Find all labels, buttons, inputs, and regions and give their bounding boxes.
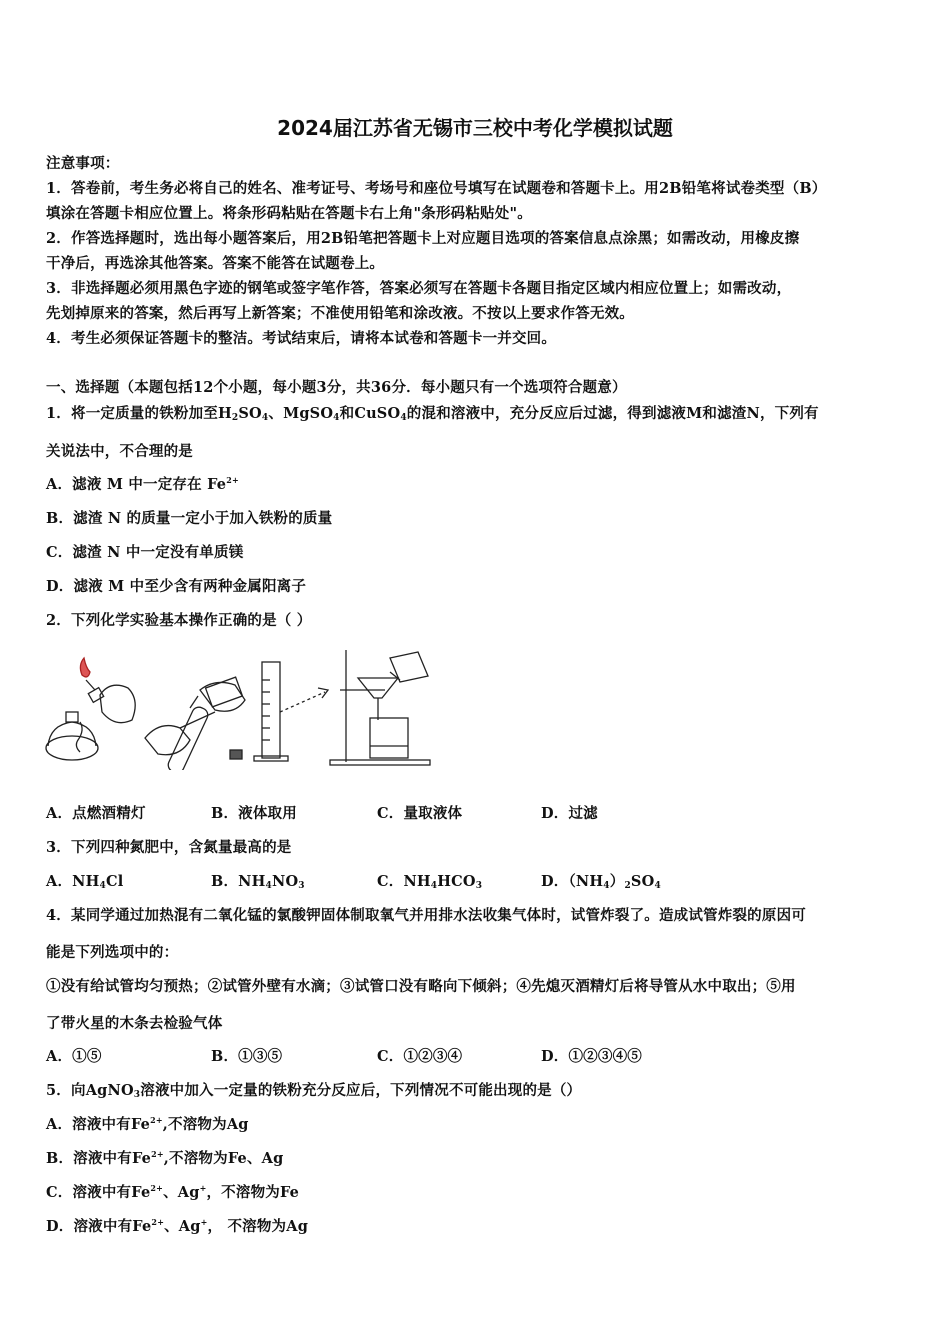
question-2-option-d: D．过滤 xyxy=(541,805,598,822)
question-5-option-d: D．溶液中有$Fe^{2+}$、Ag+， 不溶物为Ag xyxy=(46,1217,309,1235)
notice-line: 2．作答选择题时，选出每小题答案后，用2B铅笔把答题卡上对应题目选项的答案信息点涂黑；如需改动，用橡皮擦 xyxy=(46,230,800,247)
lighting-lamp-illustration xyxy=(46,658,135,760)
question-3-option-d: D．$(NH_4)_2SO_4$ xyxy=(541,873,661,891)
question-2-stem: 2．下列化学实验基本操作正确的是（ ） xyxy=(46,612,312,629)
question-5-option-a: A．溶液中有$Fe^{2+}$,不溶物为Ag xyxy=(46,1115,249,1133)
question-1-option-c: C．滤渣 N 中一定没有单质镁 xyxy=(46,544,244,561)
notice-line: 填涂在答题卡相应位置上。将条形码粘贴在答题卡右上角"条形码粘贴处"。 xyxy=(46,205,532,222)
question-4-option-c: C．①②③④ xyxy=(377,1048,463,1065)
notice-line: 3．非选择题必须用黑色字迹的钢笔或签字笔作答，答案必须写在答题卡各题目指定区域内相应位置上；如需改动， xyxy=(46,280,792,297)
question-1-option-d: D．滤液 M 中至少含有两种金属阳离子 xyxy=(46,578,307,595)
question-2-option-c: C．量取液体 xyxy=(377,805,463,822)
question-3-option-a: A．$NH_4Cl$ xyxy=(46,873,124,891)
question-3-option-c: C．$NH_4HCO_3$ xyxy=(377,873,483,891)
question-1-stem-line2: 关说法中，不合理的是 xyxy=(46,443,193,460)
question-5-option-c: C．溶液中有$Fe^{2+}$、Ag+，不溶物为Fe xyxy=(46,1183,300,1201)
lab-operations-figure xyxy=(40,650,440,770)
question-1-option-b: B．滤渣 N 的质量一定小于加入铁粉的质量 xyxy=(46,510,333,527)
question-1-option-a: A．滤液 M 中一定存在 $Fe^{2+}$ xyxy=(46,475,239,493)
notice-line: 4．考生必须保证答题卡的整洁。考试结束后，请将本试卷和答题卡一并交回。 xyxy=(46,330,557,347)
question-5-stem: 5．向AgNO$_3$溶液中加入一定量的铁粉充分反应后，下列情况不可能出现的是（） xyxy=(46,1082,582,1100)
question-4-items: ①没有给试管均匀预热；②试管外壁有水滴；③试管口没有略向下倾斜；④先熄灭酒精灯后将导管从水中取出；⑤用 xyxy=(46,978,796,995)
notice-heading: 注意事项： xyxy=(46,155,120,172)
question-2-option-b: B．液体取用 xyxy=(211,805,297,822)
page-title: 2024届江苏省无锡市三校中考化学模拟试题 xyxy=(277,116,673,140)
question-4-items-line2: 了带火星的木条去检验气体 xyxy=(46,1015,223,1032)
question-4-stem: 4．某同学通过加热混有二氧化锰的氯酸钾固体制取氧气并用排水法收集气体时，试管炸裂了。造成试管炸裂的原因可 xyxy=(46,907,806,924)
question-1-stem: 1．将一定质量的铁粉加至$H_2SO_4$、MgSO$_4$和CuSO$_4$的混和溶液中，充分反应后过滤，得到滤液M和滤渣N，下列有 xyxy=(46,405,819,423)
notice-line: 先划掉原来的答案，然后再写上新答案；不准使用铅笔和涂改液。不按以上要求作答无效。 xyxy=(46,305,634,322)
question-4-option-d: D．①②③④⑤ xyxy=(541,1048,642,1065)
question-5-option-b: B．溶液中有$Fe^{2+}$,不溶物为Fe、Ag xyxy=(46,1149,284,1167)
question-4-stem-line2: 能是下列选项中的： xyxy=(46,944,179,961)
question-2-option-a: A．点燃酒精灯 xyxy=(46,805,146,822)
section-heading: 一、选择题（本题包括12个小题，每小题3分，共36分．每小题只有一个选项符合题意） xyxy=(46,379,627,396)
notice-line: 干净后，再选涂其他答案。答案不能答在试题卷上。 xyxy=(46,255,385,272)
graduated-cylinder-illustration xyxy=(230,662,328,761)
question-3-option-b: B．$NH_4NO_3$ xyxy=(211,873,305,891)
question-4-option-a: A．①⑤ xyxy=(46,1048,102,1065)
question-3-stem: 3．下列四种氮肥中，含氮量最高的是 xyxy=(46,839,292,856)
filtration-illustration xyxy=(330,650,430,765)
notice-line: 1．答卷前，考生务必将自己的姓名、准考证号、考场号和座位号填写在试题卷和答题卡上。用2B铅笔将试卷类型（B） xyxy=(46,180,827,197)
question-4-option-b: B．①③⑤ xyxy=(211,1048,283,1065)
